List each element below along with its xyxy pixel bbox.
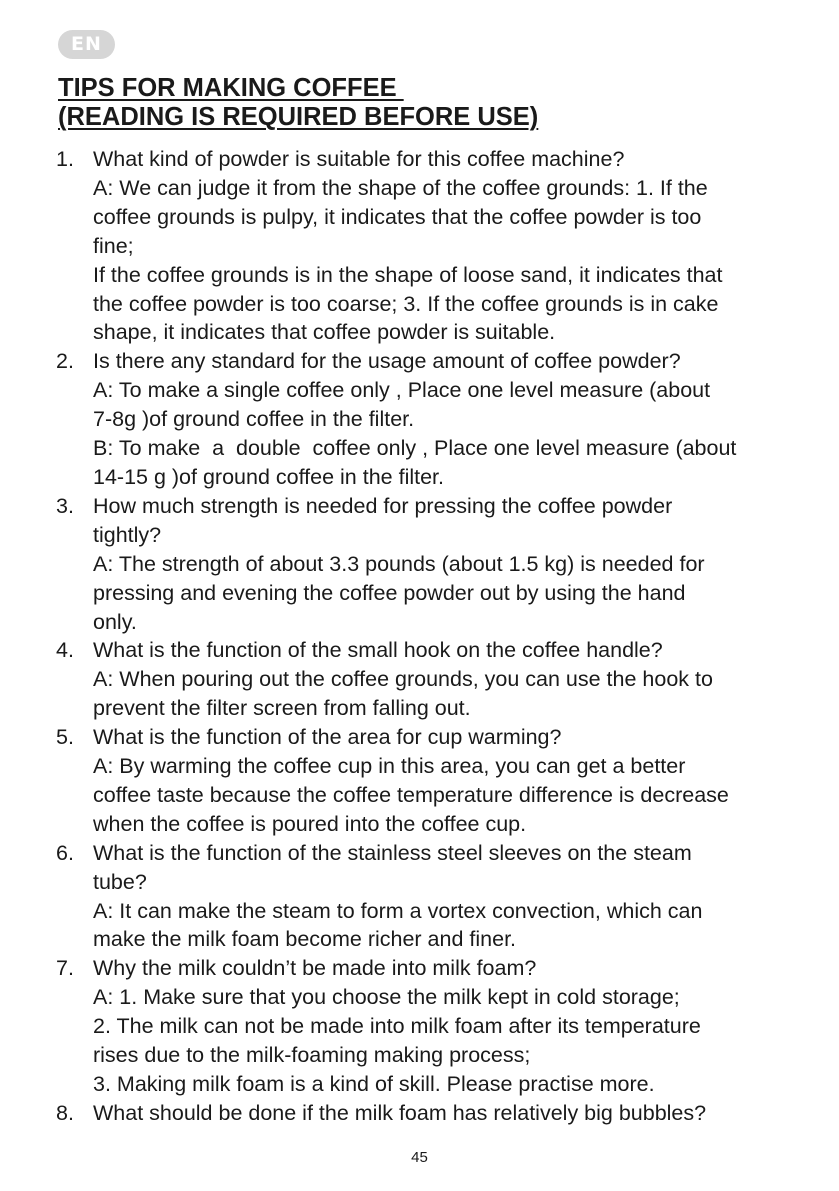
faq-question-line: Is there any standard for the usage amount of coffee powder?	[93, 349, 681, 374]
faq-answer-line: A: 1. Make sure that you choose the milk kept in cold storage;	[93, 985, 680, 1010]
faq-item	[56, 347, 786, 492]
faq-item	[56, 1099, 786, 1128]
faq-answer-line: A: By warming the coffee cup in this area, you can get a better	[93, 754, 686, 779]
faq-answer-line: make the milk foam become richer and finer.	[93, 927, 517, 952]
faq-list	[56, 145, 786, 1128]
title-line-1: TIPS FOR MAKING COFFEE	[58, 74, 404, 102]
faq-answer-line: when the coffee is poured into the coffee cup.	[93, 811, 527, 836]
faq-item-number: 5.	[56, 725, 74, 750]
faq-answer-line: the coffee powder is too coarse; 3. If the coffee grounds is in cake	[93, 291, 719, 316]
faq-answer-line: tube?	[93, 869, 147, 894]
faq-answer-line: 7-8g )of ground coffee in the filter.	[93, 407, 415, 432]
faq-item	[56, 723, 786, 839]
faq-item	[56, 492, 786, 637]
faq-answer-line: 3. Making milk foam is a kind of skill. Please practise more.	[93, 1072, 655, 1096]
faq-answer-line: If the coffee grounds is in the shape of loose sand, it indicates that	[93, 262, 723, 287]
title-line-2: (READING IS REQUIRED BEFORE USE)	[58, 103, 539, 131]
faq-item-number: 3.	[56, 493, 74, 518]
faq-answer-line: 14-15 g )of ground coffee in the filter.	[93, 464, 445, 489]
faq-answer-line: pressing and evening the coffee powder out by using the hand	[93, 580, 686, 605]
faq-question-line: What kind of powder is suitable for this coffee machine?	[93, 147, 625, 171]
faq-question-line: What is the function of the area for cup warming?	[93, 725, 562, 750]
faq-answer-line: A: We can judge it from the shape of the coffee grounds: 1. If the	[93, 175, 708, 200]
faq-answer-line: fine;	[93, 233, 134, 258]
faq-question-line: How much strength is needed for pressing the coffee powder	[93, 493, 673, 518]
faq-item	[56, 839, 786, 955]
faq-item-number: 1.	[56, 147, 74, 171]
faq-answer-line: A: When pouring out the coffee grounds, you can use the hook to	[93, 667, 713, 692]
faq-question-line: What should be done if the milk foam has relatively big bubbles?	[93, 1100, 707, 1125]
faq-answer-line: rises due to the milk-foaming making process;	[93, 1043, 531, 1068]
faq-answer-line: coffee taste because the coffee temperature difference is decrease	[93, 782, 729, 807]
faq-item-number: 8.	[56, 1100, 74, 1125]
faq-answer-line: A: To make a single coffee only , Place one level measure (about	[93, 378, 711, 403]
faq-answer-line: shape, it indicates that coffee powder is suitable.	[93, 320, 556, 345]
faq-answer-line: 2. The milk can not be made into milk foam after its temperature	[93, 1014, 701, 1039]
faq-question-line: Why the milk couldn’t be made into milk foam?	[93, 956, 537, 981]
faq-item-number: 6.	[56, 840, 74, 865]
faq-answer-line: A: The strength of about 3.3 pounds (about 1.5 kg) is needed for	[93, 551, 705, 576]
page-number: 45	[411, 1149, 428, 1166]
faq-item	[56, 145, 786, 347]
faq-item-number: 4.	[56, 638, 74, 663]
faq-answer-line: B: To make a double coffee only , Place one level measure (about	[93, 436, 737, 461]
faq-item	[56, 636, 786, 723]
faq-item	[56, 954, 786, 1099]
faq-question-line: What is the function of the small hook on the coffee handle?	[93, 638, 663, 663]
faq-item-number: 2.	[56, 349, 74, 374]
faq-answer-line: tightly?	[93, 522, 162, 547]
faq-answer-line: prevent the filter screen from falling out.	[93, 696, 471, 721]
faq-item-number: 7.	[56, 956, 74, 981]
faq-answer-line: only.	[93, 609, 137, 634]
page-title	[58, 74, 538, 132]
faq-question-line: What is the function of the stainless steel sleeves on the steam	[93, 840, 692, 865]
faq-answer-line: coffee grounds is pulpy, it indicates that the coffee powder is too	[93, 204, 702, 229]
language-badge: EN	[58, 30, 115, 59]
faq-answer-line: A: It can make the steam to form a vortex convection, which can	[93, 898, 703, 923]
